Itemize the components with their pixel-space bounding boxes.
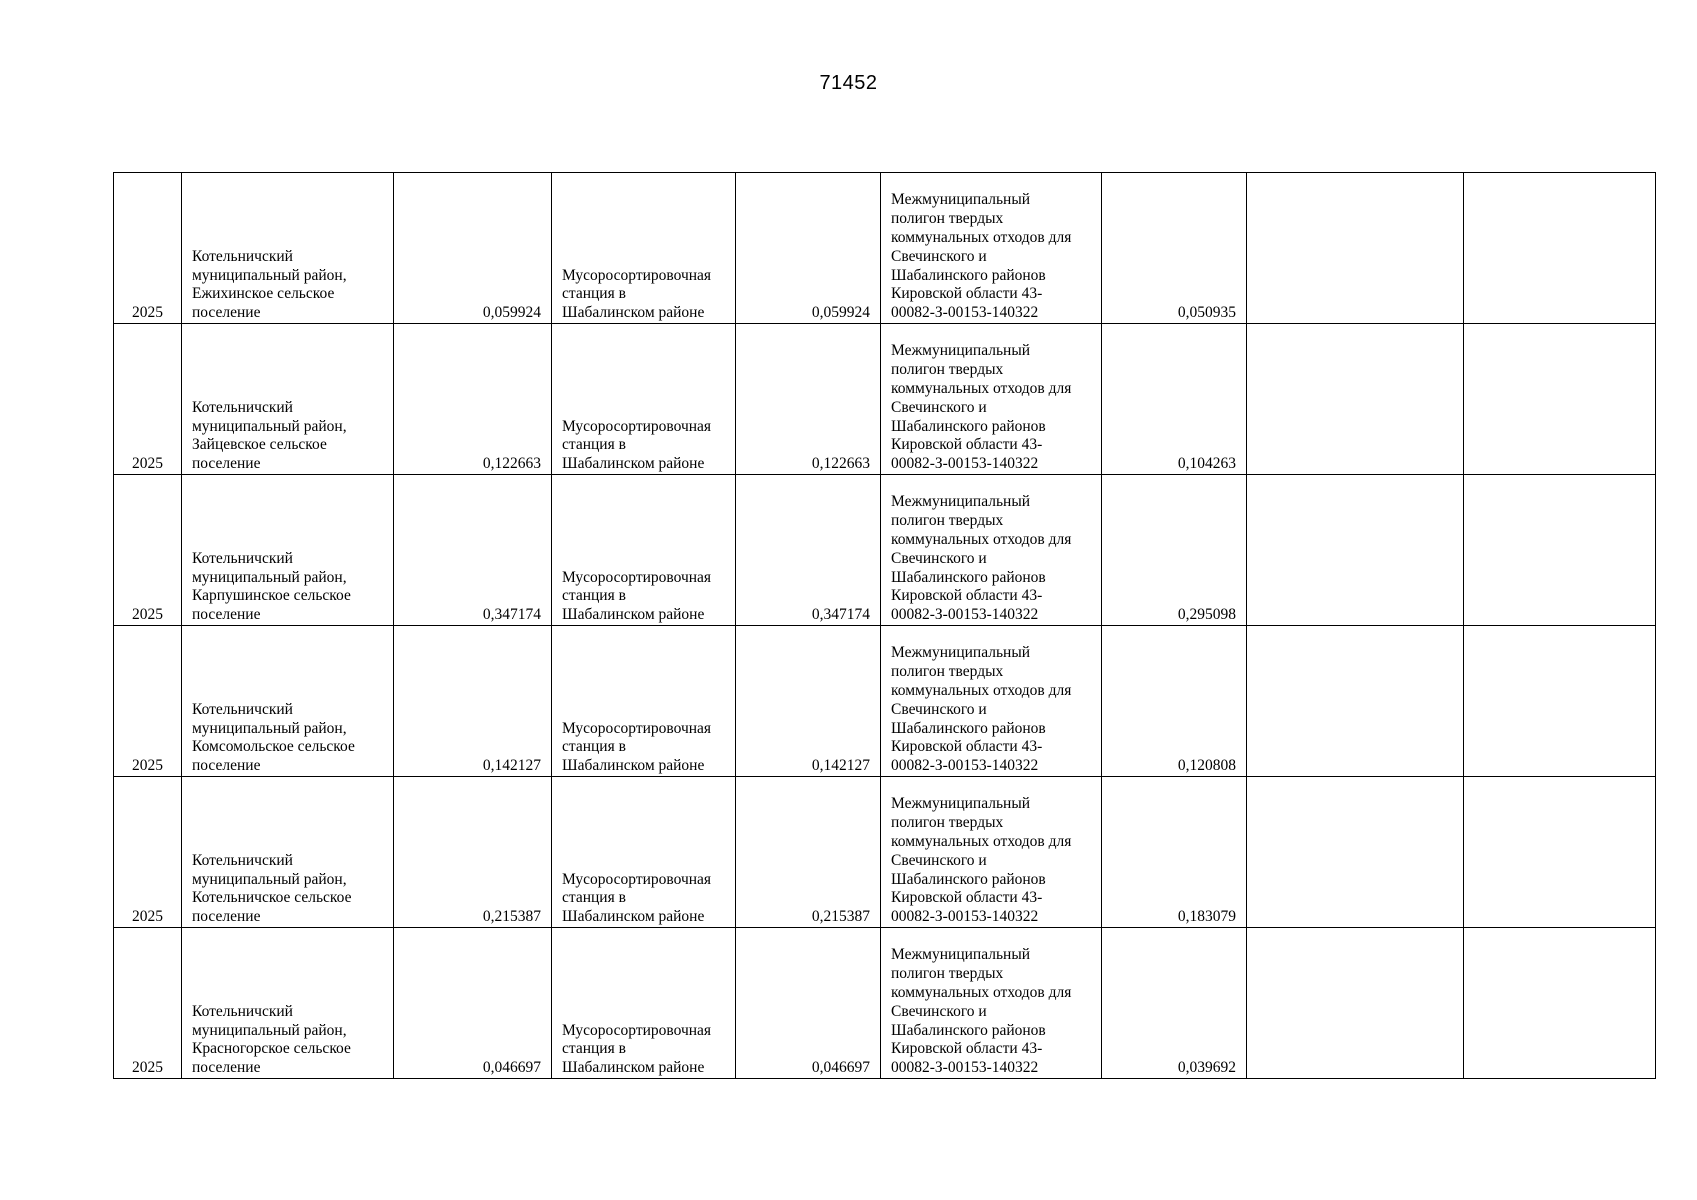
cell-empty [1464, 626, 1656, 777]
cell-facility: Мусоросортировочная станция в Шабалинском районе [552, 928, 736, 1079]
cell-empty [1464, 475, 1656, 626]
table-row [114, 324, 1656, 475]
cell-empty [1247, 475, 1464, 626]
cell-destination: Межмуниципальный полигон твердых коммунальных отходов для Свечинского и Шабалинского районов Кировской области 43- 00082-З-00153-140322 [881, 777, 1102, 928]
cell-mass-destination: 0,183079 [1102, 777, 1247, 928]
cell-facility: Мусоросортировочная станция в Шабалинском районе [552, 324, 736, 475]
cell-mass-source: 0,142127 [394, 626, 552, 777]
table-row [114, 475, 1656, 626]
cell-source: Котельничский муниципальный район, Красногорское сельское поселение [182, 928, 394, 1079]
cell-empty [1464, 324, 1656, 475]
cell-mass-facility: 0,347174 [736, 475, 881, 626]
cell-mass-destination: 0,050935 [1102, 173, 1247, 324]
cell-mass-facility: 0,122663 [736, 324, 881, 475]
cell-facility: Мусоросортировочная станция в Шабалинском районе [552, 777, 736, 928]
table-row [114, 928, 1656, 1079]
cell-empty [1464, 777, 1656, 928]
cell-mass-facility: 0,059924 [736, 173, 881, 324]
cell-mass-destination: 0,039692 [1102, 928, 1247, 1079]
table-body [114, 173, 1656, 1079]
cell-mass-facility: 0,215387 [736, 777, 881, 928]
waste-flow-table [113, 172, 1656, 1079]
cell-destination: Межмуниципальный полигон твердых коммунальных отходов для Свечинского и Шабалинского районов Кировской области 43- 00082-З-00153-140322 [881, 324, 1102, 475]
cell-mass-facility: 0,142127 [736, 626, 881, 777]
cell-destination: Межмуниципальный полигон твердых коммунальных отходов для Свечинского и Шабалинского районов Кировской области 43- 00082-З-00153-140322 [881, 928, 1102, 1079]
cell-mass-destination: 0,120808 [1102, 626, 1247, 777]
cell-empty [1247, 324, 1464, 475]
cell-empty [1464, 928, 1656, 1079]
cell-empty [1247, 777, 1464, 928]
cell-year: 2025 [114, 324, 182, 475]
cell-source: Котельничский муниципальный район, Комсомольское сельское поселение [182, 626, 394, 777]
cell-facility: Мусоросортировочная станция в Шабалинском районе [552, 626, 736, 777]
cell-source: Котельничский муниципальный район, Котельничское сельское поселение [182, 777, 394, 928]
cell-empty [1247, 928, 1464, 1079]
cell-mass-destination: 0,295098 [1102, 475, 1247, 626]
page-number: 71452 [819, 72, 878, 94]
cell-destination: Межмуниципальный полигон твердых коммунальных отходов для Свечинского и Шабалинского районов Кировской области 43- 00082-З-00153-140322 [881, 626, 1102, 777]
cell-source: Котельничский муниципальный район, Зайцевское сельское поселение [182, 324, 394, 475]
cell-year: 2025 [114, 475, 182, 626]
cell-mass-source: 0,122663 [394, 324, 552, 475]
cell-mass-source: 0,347174 [394, 475, 552, 626]
cell-year: 2025 [114, 173, 182, 324]
table-row [114, 173, 1656, 324]
cell-facility: Мусоросортировочная станция в Шабалинском районе [552, 475, 736, 626]
cell-year: 2025 [114, 928, 182, 1079]
table-row [114, 777, 1656, 928]
cell-empty [1247, 626, 1464, 777]
cell-mass-source: 0,215387 [394, 777, 552, 928]
cell-mass-source: 0,046697 [394, 928, 552, 1079]
cell-empty [1464, 173, 1656, 324]
cell-destination: Межмуниципальный полигон твердых коммунальных отходов для Свечинского и Шабалинского районов Кировской области 43- 00082-З-00153-140322 [881, 475, 1102, 626]
cell-year: 2025 [114, 777, 182, 928]
cell-source: Котельничский муниципальный район, Карпушинское сельское поселение [182, 475, 394, 626]
cell-mass-source: 0,059924 [394, 173, 552, 324]
table-row [114, 626, 1656, 777]
cell-source: Котельничский муниципальный район, Ежихинское сельское поселение [182, 173, 394, 324]
cell-mass-facility: 0,046697 [736, 928, 881, 1079]
cell-year: 2025 [114, 626, 182, 777]
cell-empty [1247, 173, 1464, 324]
cell-facility: Мусоросортировочная станция в Шабалинском районе [552, 173, 736, 324]
cell-destination: Межмуниципальный полигон твердых коммунальных отходов для Свечинского и Шабалинского районов Кировской области 43- 00082-З-00153-140322 [881, 173, 1102, 324]
cell-mass-destination: 0,104263 [1102, 324, 1247, 475]
